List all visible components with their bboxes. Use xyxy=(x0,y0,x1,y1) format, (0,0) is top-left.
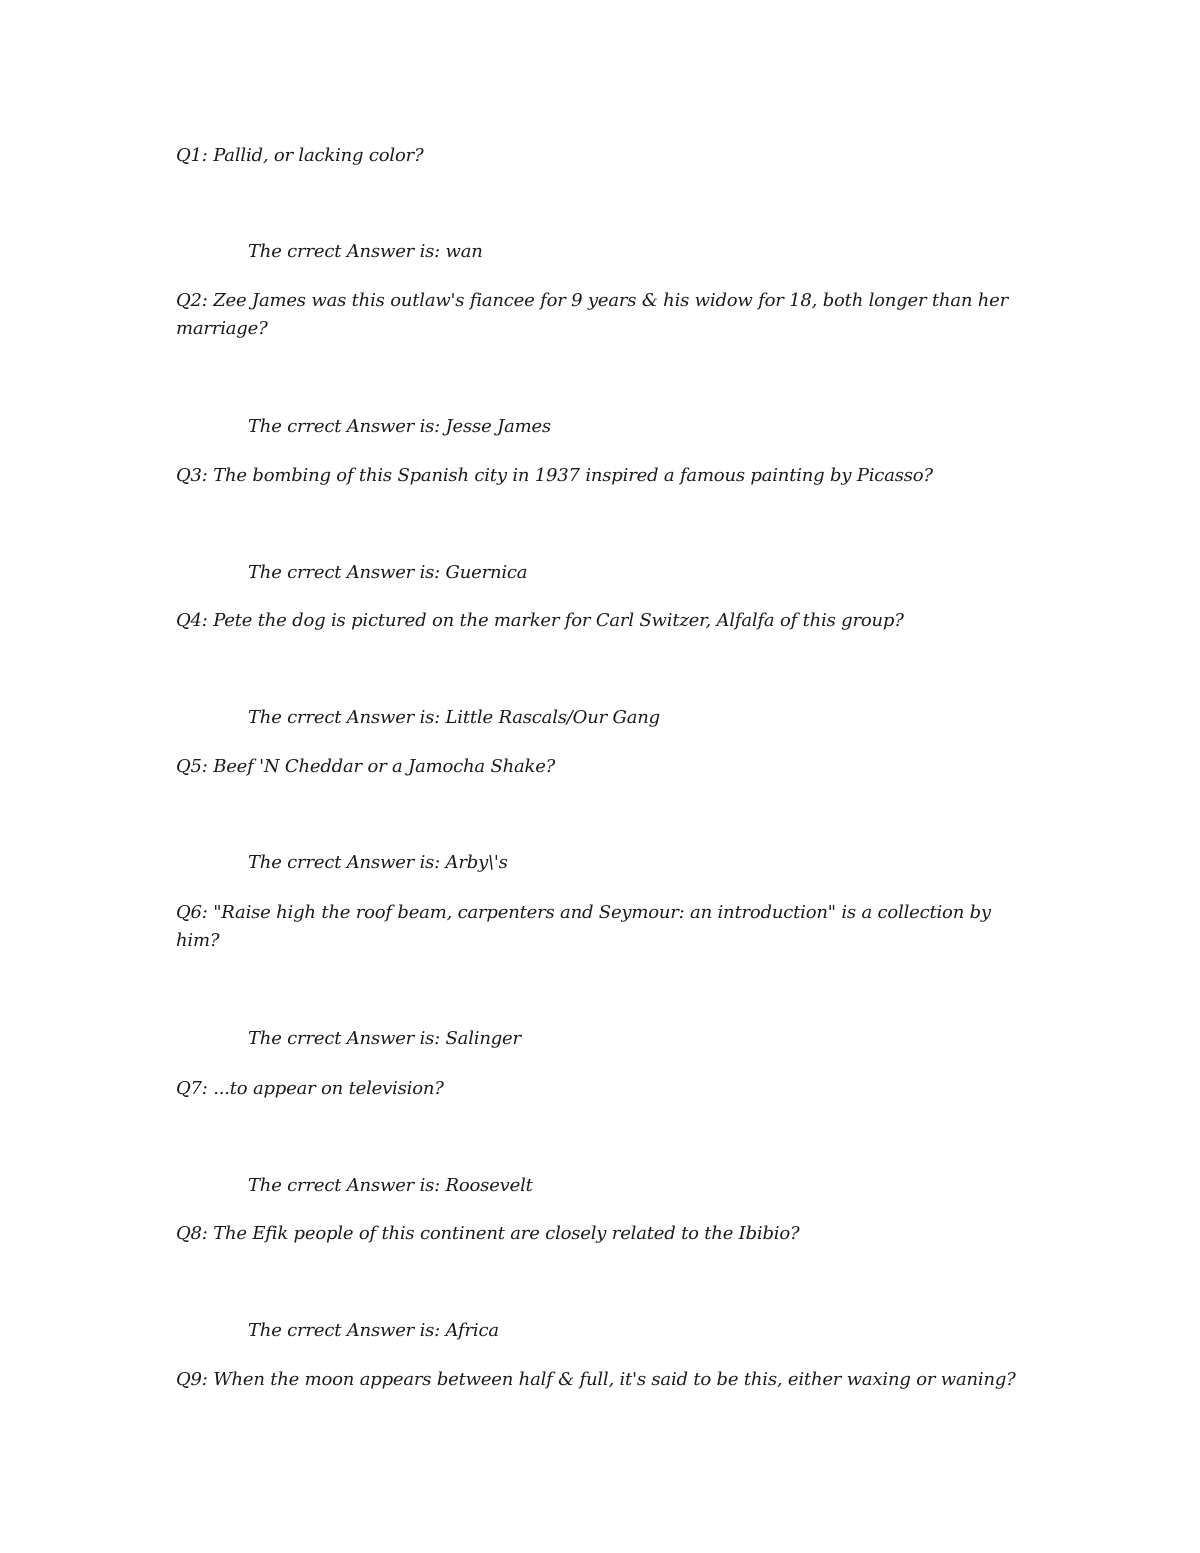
answer-3: The crrect Answer is: Guernica xyxy=(248,562,528,583)
answer-8: The crrect Answer is: Africa xyxy=(248,1320,499,1341)
question-5: Q5: Beef 'N Cheddar or a Jamocha Shake? xyxy=(176,756,556,777)
question-7: Q7: ...to appear on television? xyxy=(176,1078,444,1099)
question-2: Q2: Zee James was this outlaw's fiancee for 9 years & his widow for 18, both longer than her marriage? xyxy=(176,290,1009,339)
answer-1: The crrect Answer is: wan xyxy=(248,241,483,262)
answer-2: The crrect Answer is: Jesse James xyxy=(248,416,551,437)
answer-4: The crrect Answer is: Little Rascals/Our Gang xyxy=(248,707,660,728)
question-3: Q3: The bombing of this Spanish city in 1937 inspired a famous painting by Picasso? xyxy=(176,465,933,486)
question-6: Q6: "Raise high the roof beam, carpenters and Seymour: an introduction" is a collection by him? xyxy=(176,902,991,951)
question-9: Q9: When the moon appears between half & full, it's said to be this, either waxing or waning? xyxy=(176,1369,1016,1390)
answer-6: The crrect Answer is: Salinger xyxy=(248,1028,521,1049)
question-4: Q4: Pete the dog is pictured on the marker for Carl Switzer, Alfalfa of this group? xyxy=(176,610,904,631)
answer-7: The crrect Answer is: Roosevelt xyxy=(248,1175,533,1196)
question-8: Q8: The Efik people of this continent are closely related to the Ibibio? xyxy=(176,1223,800,1244)
question-1: Q1: Pallid, or lacking color? xyxy=(176,145,424,166)
answer-5: The crrect Answer is: Arby\'s xyxy=(248,852,508,873)
